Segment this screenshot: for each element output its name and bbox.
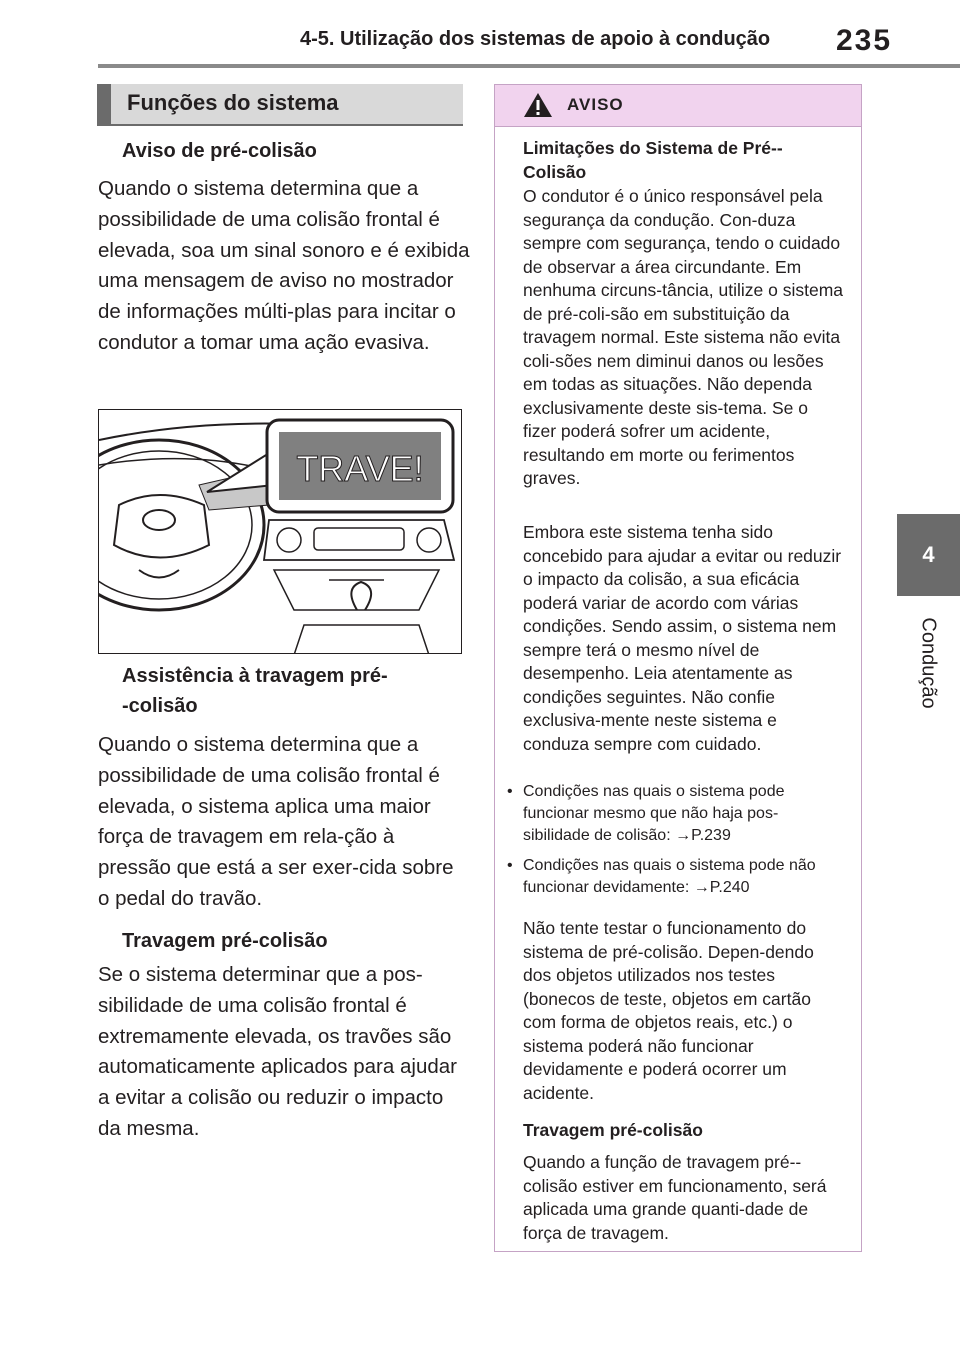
warning-paragraph-3: Não tente testar o funcionamento do sistema de pré-colisão. Depen-dendo dos objetos utilizados nos testes (bonecos de teste, objetos em cartão com forma de objetos reais, etc.) o sistema poderá não funcionar devidamente e poderá ocorrer um acidente.	[523, 918, 814, 1103]
subheading-pre-collision-warning: Aviso de pré-colisão	[122, 140, 317, 162]
warning-paragraph-2: Embora este sistema tenha sido concebido para ajudar a evitar ou reduzir o impacto da colisão, a sua eficácia poderá variar de acordo com várias condições. Sendo assim, o sistema nem sempre terá o mesmo nível de desempenho. Leia atentamente as condições seguintes. Não confie exclusiva-mente neste sistema e conduza sempre com cuidado.	[523, 522, 842, 754]
warning-header	[495, 85, 861, 127]
bullet-mark: •	[507, 783, 513, 800]
warning-triangle-icon	[523, 91, 553, 119]
section-title: Funções do sistema	[127, 90, 339, 115]
subheading-pre-collision-braking: Travagem pré-colisão	[122, 930, 328, 952]
page-number: 235	[836, 24, 893, 57]
chapter-tab: 4	[897, 514, 960, 596]
running-header-title: 4-5. Utilização dos sistemas de apoio à condução	[300, 28, 771, 50]
bullet-mark: •	[507, 857, 513, 874]
subheading-brake-assist-line1: Assistência à travagem pré-	[122, 665, 388, 687]
dashboard-illustration	[98, 409, 462, 654]
warning-subheading-braking: Travagem pré-colisão	[523, 1120, 703, 1140]
dashboard-drawing	[99, 410, 462, 654]
warning-label: AVISO	[567, 95, 624, 114]
subheading-brake-assist-line2: -colisão	[122, 695, 198, 717]
paragraph-warning-description: Quando o sistema determina que a possibilidade de uma colisão frontal é elevada, soa um sinal sonoro e é exibida uma mensagem de aviso no mostrador de informações múlti-plas para incitar o condutor a tomar uma ação evasiva.	[98, 177, 470, 354]
warning-paragraph-4: Quando a função de travagem pré--colisão estiver em funcionamento, será aplicada uma grande quanti-dade de força de travagem.	[523, 1152, 827, 1243]
paragraph-pre-collision-braking: Se o sistema determinar que a pos-sibilidade de uma colisão frontal é extremamente elevada, os travões são automaticamente aplicados para ajudar a evitar a colisão ou reduzir o impacto da mesma.	[98, 963, 457, 1140]
warning-title: Limitações do Sistema de Pré--Colisão	[523, 138, 783, 182]
chapter-label-text: Condução	[917, 617, 939, 709]
bullet-2-text: Condições nas quais o sistema pode não funcionar devidamente: →P.240	[523, 857, 816, 896]
paragraph-brake-assist: Quando o sistema determina que a possibilidade de uma colisão frontal é elevada, o sistema aplica uma maior força de travagem em rela-ção à pressão que está a ser exer-cida sobre o pedal do travão.	[98, 733, 454, 910]
bullet-1-text: Condições nas quais o sistema pode funcionar mesmo que não haja pos-sibilidade de colisão: →P.239	[523, 783, 785, 844]
chapter-label	[900, 608, 955, 718]
warning-box	[494, 84, 862, 1252]
trave-message: TRAVE!	[296, 448, 424, 489]
warning-paragraph-1: O condutor é o único responsável pela segurança da condução. Con-duza sempre com segurança, tendo o cuidado de observar a área circundante. Em nenhuma circuns-tância, utilize o sistema de pré-coli-são em substituição da travagem normal. Este sistema não evita coli-sões nem diminui danos ou lesões em todas as situações. Não dependa exclusivamente deste sis-tema. Se o fizer poderá sofrer um acidente, resultando em morte ou ferimentos graves.	[523, 186, 844, 488]
section-heading	[97, 84, 463, 126]
header-rule	[98, 64, 960, 68]
